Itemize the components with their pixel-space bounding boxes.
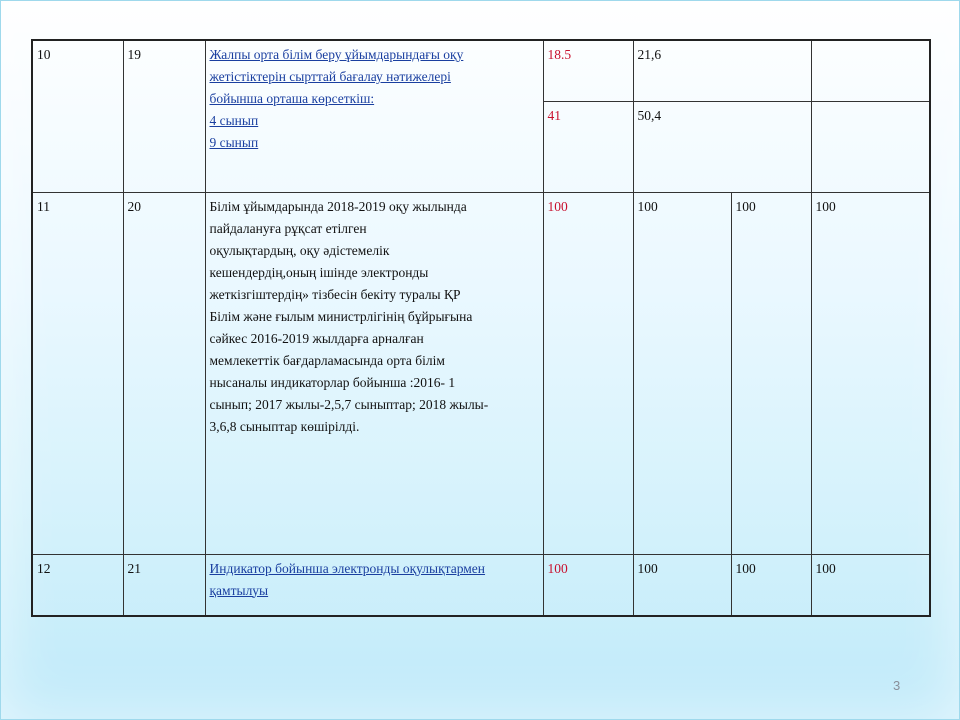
- description-line[interactable]: бойынша орташа көрсеткіш:: [209, 91, 375, 106]
- row-number: 10: [32, 40, 123, 192]
- value-cell-4: 100: [811, 192, 930, 554]
- description-line: оқулықтардың, оқу әдістемелік: [209, 242, 390, 258]
- value-cell-2: 21,6: [633, 40, 811, 101]
- description-line: сәйкес 2016-2019 жылдарға арналған: [209, 330, 424, 346]
- value-cell-1: 100: [543, 192, 633, 554]
- table-row: [32, 554, 930, 616]
- row-number: 12: [32, 554, 123, 616]
- description-line: мемлекеттік бағдарламасында орта білім: [209, 352, 445, 368]
- description-line[interactable]: жетістіктерін сырттай бағалау нәтижелері: [209, 69, 451, 84]
- description-line[interactable]: қамтылуы: [209, 582, 269, 598]
- value-cell-4: [811, 101, 930, 192]
- value-cell-3: 100: [731, 192, 811, 554]
- description-line: Білім және ғылым министрлігінің бұйрығына: [209, 308, 473, 324]
- value-cell-4: 100: [811, 554, 930, 616]
- row-number: 11: [32, 192, 123, 554]
- description-line[interactable]: Жалпы орта білім беру ұйымдарындағы оқу: [209, 47, 464, 62]
- table-row: [32, 192, 930, 554]
- value-cell-2: 50,4: [633, 101, 811, 192]
- indicator-description[interactable]: [205, 554, 543, 616]
- value-cell-1: 41: [543, 101, 633, 192]
- value-cell-3: 100: [731, 554, 811, 616]
- description-line: жеткізгіштердің» тізбесін бекіту туралы ҚР: [209, 286, 461, 302]
- indicator-description: [205, 192, 543, 554]
- value-cell-1: 100: [543, 554, 633, 616]
- indicator-code: 19: [123, 40, 205, 192]
- table-row: [32, 40, 930, 101]
- value-cell-2: 100: [633, 554, 731, 616]
- indicator-table: [31, 39, 931, 617]
- value-cell-1: 18.5: [543, 40, 633, 101]
- description-line[interactable]: 4 сынып: [209, 113, 259, 128]
- value-cell-4: [811, 40, 930, 101]
- description-line: кешендердің,оның ішінде электронды: [209, 264, 429, 280]
- page-number: 3: [893, 678, 901, 693]
- description-line: 3,6,8 сыныптар көшірілді.: [209, 418, 360, 434]
- description-line[interactable]: 9 сынып: [209, 135, 259, 150]
- description-line: Білім ұйымдарында 2018-2019 оқу жылында: [209, 198, 467, 214]
- description-line: пайдалануға рұқсат етілген: [209, 220, 367, 236]
- indicator-description[interactable]: [205, 40, 543, 192]
- description-line: нысаналы индикаторлар бойынша :2016- 1: [209, 374, 456, 390]
- description-line[interactable]: Индикатор бойынша электронды оқулықтармен: [209, 560, 486, 576]
- value-cell-2: 100: [633, 192, 731, 554]
- indicator-code: 20: [123, 192, 205, 554]
- description-line: сынып; 2017 жылы-2,5,7 сыныптар; 2018 жылы-: [209, 396, 489, 412]
- indicator-code: 21: [123, 554, 205, 616]
